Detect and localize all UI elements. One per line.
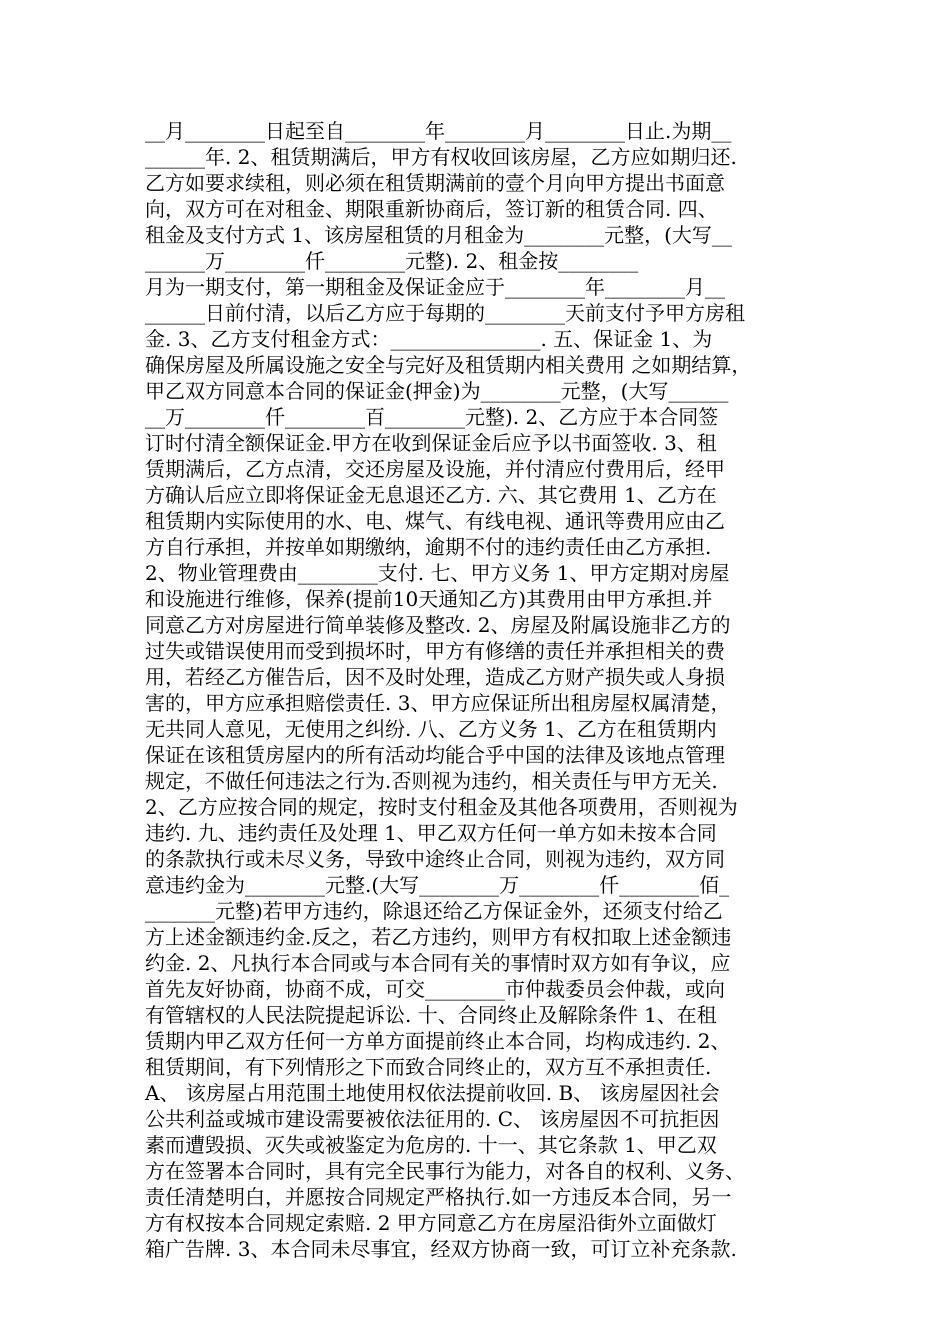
text-line: 方确认后应立即将保证金无息退还乙方. 六、其它费用 1、乙方在 xyxy=(145,483,717,507)
text-line: 无共同人意见，无使用之纠纷. 八、乙方义务 1、乙方在租赁期内 xyxy=(145,717,717,741)
text-line: 2、乙方应按合同的规定，按时支付租金及其他各项费用，否则视为 xyxy=(145,795,738,819)
text-line: 2、物业管理费由________支付. 七、甲方义务 1、甲方定期对房屋 xyxy=(145,561,730,585)
text-line: __月________日起至自________年________月________日止.为期__ xyxy=(145,119,732,143)
text-line: 乙方如要求续租，则必须在租赁期满前的壹个月向甲方提出书面意 xyxy=(145,171,725,195)
text-line: 违约. 九、违约责任及处理 1、甲乙双方任何一单方如未按本合同 xyxy=(145,821,717,845)
text-line: 同意乙方对房屋进行简单装修及整改. 2、房屋及附属设施非乙方的 xyxy=(145,613,731,637)
text-line: 确保房屋及所属设施之安全与完好及租赁期内相关费用 之如期结算， xyxy=(145,353,752,377)
text-line: 方自行承担，并按单如期缴纳，逾期不付的违约责任由乙方承担. xyxy=(145,535,712,559)
text-line: 素而遭毁损、灭失或被鉴定为危房的. 十一、其它条款 1、甲乙双 xyxy=(145,1133,717,1157)
text-line: 规定，不做任何违法之行为.否则视为违约，相关责任与甲方无关. xyxy=(145,769,718,793)
text-line: ______日前付清，以后乙方应于每期的________天前支付予甲方房租 xyxy=(145,301,745,325)
text-line: 害的，甲方应承担赔偿责任. 3、甲方应保证所出租房屋权属清楚， xyxy=(145,691,731,715)
text-line: 租赁期内实际使用的水、电、煤气、有线电视、通讯等费用应由乙 xyxy=(145,509,725,533)
text-line: 租金及支付方式 1、该房屋租赁的月租金为________元整，(大写__ xyxy=(145,223,732,247)
text-line: 保证在该租赁房屋内的所有活动均能合乎中国的法律及该地点管理 xyxy=(145,743,725,767)
text-line: 箱广告牌. 3、本合同未尽事宜，经双方协商一致，可订立补充条款. xyxy=(145,1237,737,1261)
text-line: 订时付清全额保证金.甲方在收到保证金后应予以书面签收. 3、租 xyxy=(145,431,717,455)
text-line: ______年. 2、租赁期满后，甲方有权收回该房屋，乙方应如期归还. xyxy=(145,145,737,169)
text-line: 赁期满后，乙方点清，交还房屋及设施，并付清应付费用后，经甲 xyxy=(145,457,725,481)
text-line: 公共利益或城市建设需要被依法征用的. C、 该房屋因不可抗拒因 xyxy=(145,1107,720,1131)
text-line: 向，双方可在对租金、期限重新协商后，签订新的租赁合同. 四、 xyxy=(145,197,718,221)
text-line: __万________仟________百________元整). 2、乙方应于本合同签 xyxy=(145,405,719,429)
text-line: 方有权按本合同规定索赔. 2 甲方同意乙方在房屋沿街外立面做灯 xyxy=(145,1211,717,1235)
text-line: 和设施进行维修，保养(提前10天通知乙方)其费用由甲方承担.并 xyxy=(145,587,713,611)
text-line: 责任清楚明白，并愿按合同规定严格执行.如一方违反本合同，另一 xyxy=(145,1185,732,1209)
text-line: 过失或错误使用而受到损坏时，甲方有修缮的责任并承担相关的费 xyxy=(145,639,725,663)
text-line: 租赁期间，有下列情形之下而致合同终止的，双方互不承担责任. xyxy=(145,1055,712,1079)
text-line: 用，若经乙方催告后，因不及时处理，造成乙方财产损失或人身损 xyxy=(145,665,725,689)
text-line: 首先友好协商，协商不成，可交________市仲裁委员会仲裁，或向 xyxy=(145,977,725,1001)
text-line: 有管辖权的人民法院提起诉讼. 十、合同终止及解除条件 1、在租 xyxy=(145,1003,717,1027)
text-line: 约金. 2、凡执行本合同或与本合同有关的事情时双方如有争议，应 xyxy=(145,951,731,975)
text-line: 方在签署本合同时，具有完全民事行为能力，对各自的权利、义务、 xyxy=(145,1159,745,1183)
text-line: 赁期内甲乙双方任何一方单方面提前终止本合同，均构成违约. 2、 xyxy=(145,1029,731,1053)
text-line: 甲乙双方同意本合同的保证金(押金)为________元整，(大写______ xyxy=(145,379,729,403)
text-line: 意违约金为________元整.(大写________万________仟________佰_ xyxy=(145,873,730,897)
text-line: 月为一期支付，第一期租金及保证金应于________年________月__ xyxy=(145,275,725,299)
text-line: 金. 3、乙方支付租金方式：_______________. 五、保证金 1、为 xyxy=(145,327,713,351)
contract-body-text xyxy=(145,118,807,1262)
text-line: 方上述金额违约金.反之，若乙方违约，则甲方有权扣取上述金额违 xyxy=(145,925,732,949)
text-line: A、 该房屋占用范围土地使用权依法提前收回. B、 该房屋因社会 xyxy=(145,1081,720,1105)
text-line: ______万________仟________元整). 2、租金按________ xyxy=(145,249,639,273)
text-line: 的条款执行或未尽义务，导致中途终止合同，则视为违约，双方同 xyxy=(145,847,725,871)
text-line: _______元整)若甲方违约，除退还给乙方保证金外，还须支付给乙 xyxy=(145,899,723,923)
